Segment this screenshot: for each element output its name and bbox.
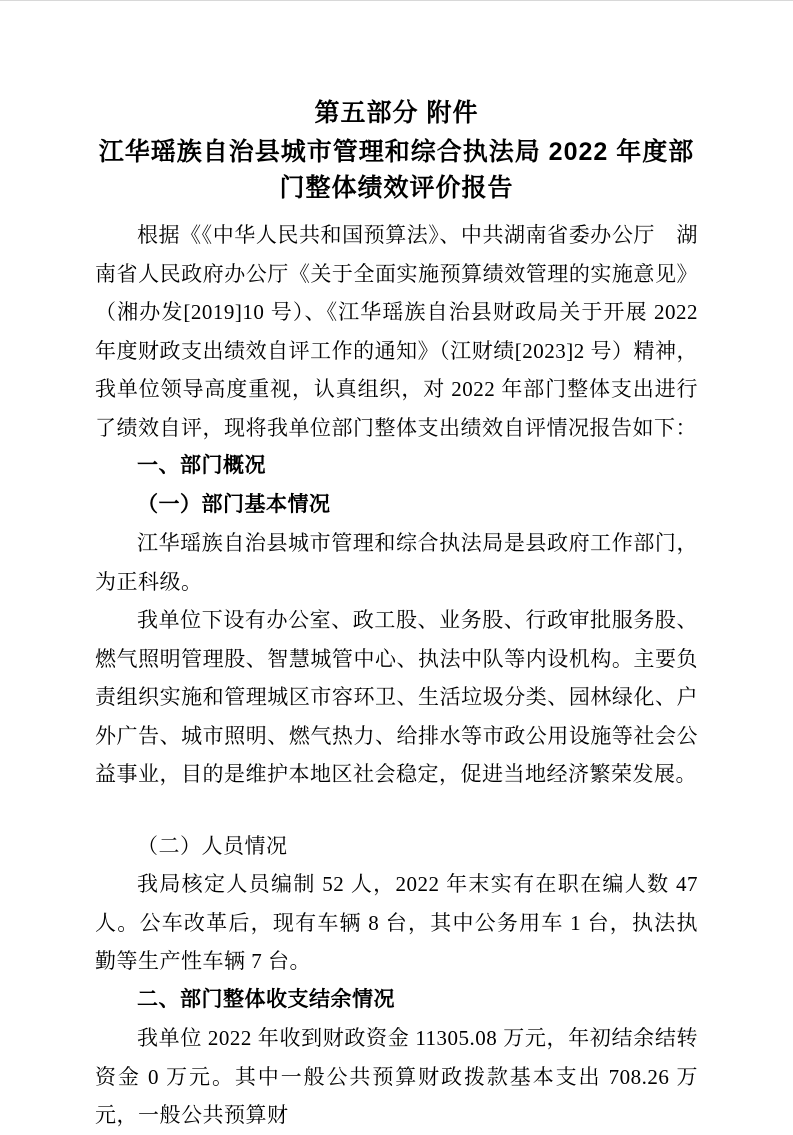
report-title: 江华瑶族自治县城市管理和综合执法局 2022 年度部门整体绩效评价报告 xyxy=(98,138,695,202)
heading-revenue-balance: 二、部门整体收支结余情况 xyxy=(137,987,395,1011)
paragraph-org-structure: 我单位下设有办公室、政工股、业务股、行政审批服务股、燃气照明管理股、智慧城管中心、执法中队等内设机构。主要负责组织实施和管理城区市容环卫、生活垃圾分类、园林绿化、户外广告、城市照明、燃气热力、给排水等市政公用设施等社会公益事业，目的是维护本地区社会稳定，促进当地经济繁荣发展。 xyxy=(95,608,698,786)
document-page xyxy=(0,1,793,1127)
paragraph-revenue-balance: 我单位 2022 年收到财政资金 11305.08 万元，年初结余结转资金 0 万元。其中一般公共预算财政拨款基本支出 708.26 万元，一般公共预算财 xyxy=(95,1026,698,1127)
heading-personnel: （二）人员情况 xyxy=(137,833,288,858)
intro-paragraph: 根据《《中华人民共和国预算法》、中共湖南省委办公厅 湖南省人民政府办公厅《关于全面实施预算绩效管理的实施意见》（湘办发[2019]10 号）、《江华瑶族自治县财政局关于开展 2022 年度财政支出绩效自评工作的通知》（江财绩[2023]2 号）精神，我单位领导高度重视，认真组织，对 2022 年部门整体支出进行了绩效自评，现将我单位部门整体支出绩效自评情况报告如下： xyxy=(95,223,698,440)
heading-department-overview: 一、部门概况 xyxy=(137,454,266,477)
section-title: 第五部分 附件 xyxy=(314,99,479,127)
paragraph-basic-info: 江华瑶族自治县城市管理和综合执法局是县政府工作部门，为正科级。 xyxy=(95,531,698,594)
paragraph-personnel: 我局核定人员编制 52 人，2022 年末实有在职在编人数 47 人。公车改革后，现有车辆 8 台，其中公务用车 1 台，执法执勤等生产性车辆 7 台。 xyxy=(95,872,698,973)
blank-line xyxy=(95,794,698,827)
heading-basic-info: （一）部门基本情况 xyxy=(137,492,331,516)
